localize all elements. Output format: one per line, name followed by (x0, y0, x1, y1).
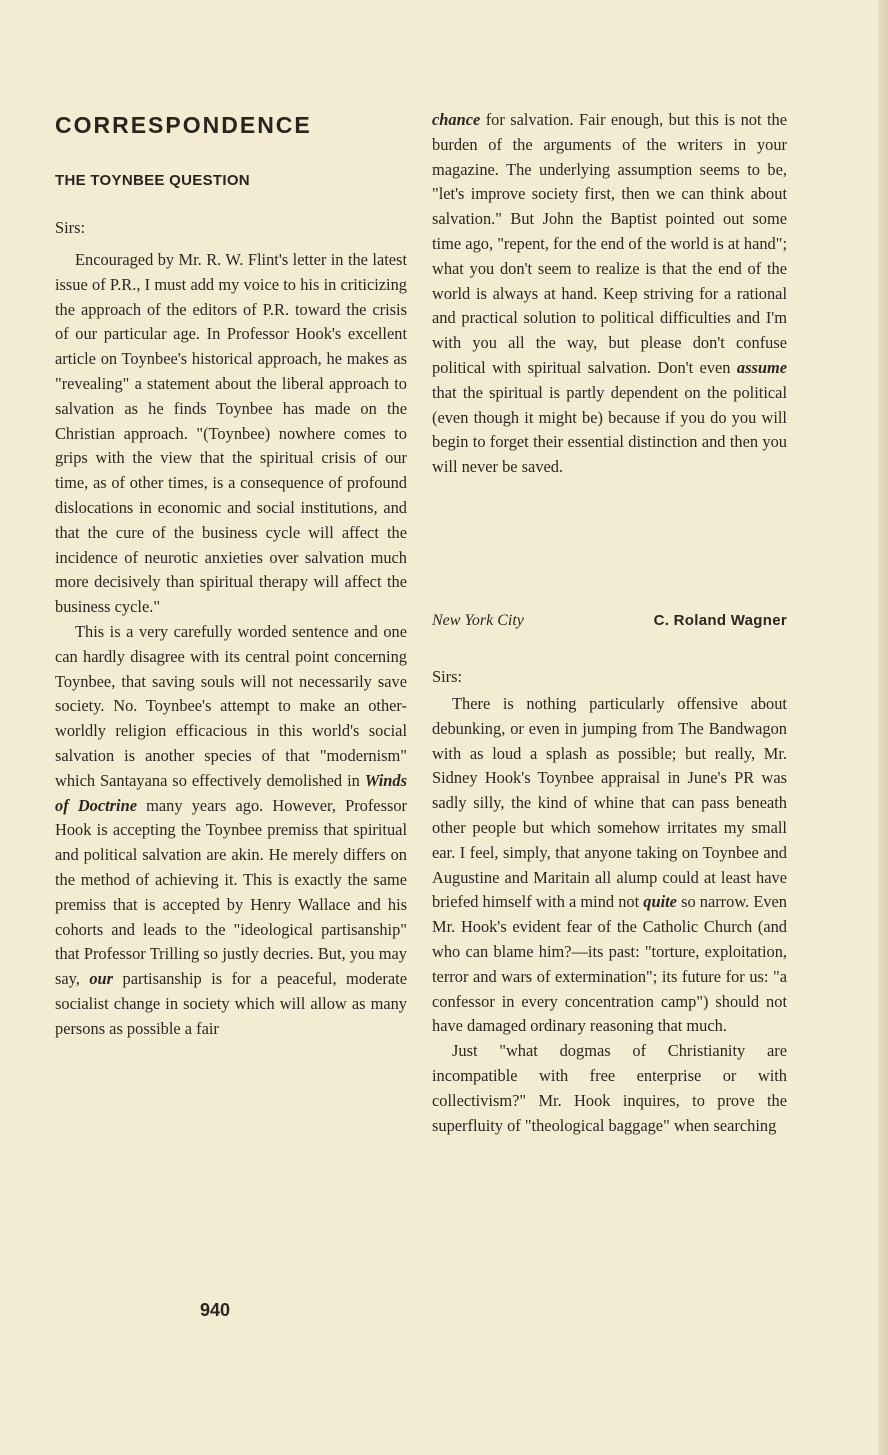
article-subhead: THE TOYNBEE QUESTION (55, 172, 250, 189)
letter1-paragraph-2-continued: chance for salvation. Fair enough, but this is not the burden of the arguments of the writers in your magazine. The underlying assumption seems to be, "let's improve society first, then we can think about salvation." But John the Baptist pointed out some time ago, "repent, for the end of the world is at hand"; what you don't seem to realize is that the end of the world is always at hand. Keep striving for a rational and practical solution to political difficulties and I'm with you all the way, but please don't confuse political with spiritual salvation. Don't even assume that the spiritual is partly dependent on the political (even though it might be) because if you do you will begin to forget their essential distinction and then you will never be saved. (432, 110, 787, 477)
letter1-paragraph-1: Encouraged by Mr. R. W. Flint's letter in the latest issue of P.R., I must add my voice to his in criticizing the approach of the editors of P.R. toward the crisis of our particular age. In Professor Hook's excellent article on Toynbee's historical approach, he makes as "revealing" a statement about the liberal approach to salvation as he finds Toynbee has made on the Christian approach. "(Toynbee) nowhere comes to grips with the view that the spiritual crisis of our time, as of other times, is a consequence of profound dislocations in economic and social institutions, and that the cure of the business cycle will affect the incidence of neurotic anxieties over salvation much more decisively than spiritual therapy will affect the business cycle." (55, 250, 407, 617)
letter2-body (432, 692, 787, 1138)
emphasis-chance: chance (432, 110, 481, 129)
book-title: Winds of Doctrine (55, 770, 407, 815)
emphasis-our: our (89, 969, 114, 989)
emphasis-assume: assume (736, 357, 787, 377)
page-number: 940 (200, 1300, 231, 1320)
letter1-paragraph-2: This is a very carefully worded sentence and one can hardly disagree with its central point concerning Toynbee, that saving souls will not necessarily save society. No. Toynbee's attempt to make an other-worldly religion efficacious in this world's social salvation is another species of that "modernism" which Santayana so effectively demolished in Winds of Doctrine many years ago. However, Professor Hook is accepting the Toynbee premiss that spiritual and political salvation are akin. He merely differs on the method of achieving it. This is exactly the same premiss that is accepted by Henry Wallace and his cohorts and leads to the "ideological partisanship" that Professor Trilling so justly decries. But, you may say, our partisanship is for a peaceful, moderate socialist change in society which will allow as many persons as possible a fair (55, 621, 407, 1038)
emphasis-quite: quite (643, 892, 677, 912)
letter1-body-left (55, 248, 407, 1042)
letter1-place: New York City (432, 612, 524, 629)
letter1-signature: C. Roland Wagner (653, 612, 787, 629)
section-title: CORRESPONDENCE (55, 112, 312, 138)
letter2-salutation: Sirs: (432, 667, 463, 686)
page-edge (878, 0, 888, 1455)
letter1-body-right (432, 108, 787, 480)
letter1-salutation: Sirs: (55, 218, 86, 237)
letter1-signature-row (432, 612, 787, 630)
letter2-paragraph-2: Just "what dogmas of Christianity are incompatible with free enterprise or with collectivism?" Mr. Hook inquires, to prove the superfluity of "theological baggage" when searching (432, 1041, 787, 1135)
letter2-paragraph-1: There is nothing particularly offensive about debunking, or even in jumping from The Bandwagon with as loud a splash as possible; but really, Mr. Sidney Hook's Toynbee appraisal in June's PR was sadly silly, the kind of whine that can pass beneath other people but which somehow irritates my small ear. I feel, simply, that anyone taking on Toynbee and Augustine and Maritain all alump could at least have briefed himself with a mind not quite so narrow. Even Mr. Hook's evident fear of the Catholic Church (and who can blame him?—its past: "torture, exploitation, terror and wars of extermination"; its future for us: "a confessor in every concentration camp") should not have damaged ordinary reasoning that much. (432, 694, 787, 1036)
